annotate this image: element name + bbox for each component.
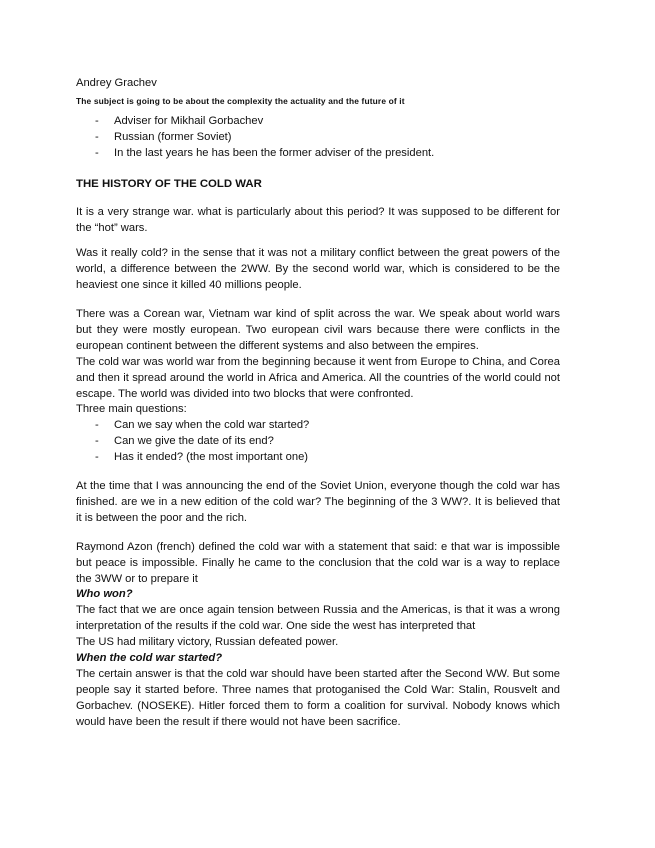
list-item	[76, 434, 560, 450]
list-item-text: Russian (former Soviet)	[114, 130, 232, 143]
who-won-heading: Who won?	[76, 588, 133, 601]
list-item-text: Adviser for Mikhail Gorbachev	[114, 114, 264, 127]
paragraph: The fact that we are once again tension between Russia and the Americas, is that it was a wrong interpretation of the results if the cold war. One side the west has interpreted that	[76, 604, 560, 633]
list-item	[76, 130, 560, 146]
section-title: THE HISTORY OF THE COLD WAR	[76, 177, 262, 190]
dash-bullet: -	[95, 419, 99, 432]
list-item	[76, 114, 560, 130]
document-subtitle: The subject is going to be about the complexity the actuality and the future of it	[76, 95, 405, 106]
dash-bullet: -	[95, 451, 99, 464]
paragraph: Was it really cold? in the sense that it was not a military conflict between the great powers of the world, a difference between the 2WW. By the second world war, which is considered to be the heaviest one since it killed 40 millions people.	[76, 247, 560, 292]
paragraph: The certain answer is that the cold war should have been started after the Second WW. But some people say it started before. Three names that protoganised the Cold War: Stalin, Rousvelt and Gorbachev. (NOSEKE). Hitler forced them to form a coalition for survival. Nobody knows which would have been the result if there would not have been sacrifice.	[76, 668, 560, 728]
paragraph: The US had military victory, Russian defeated power.	[76, 636, 339, 649]
list-item	[76, 418, 560, 434]
list-item	[76, 450, 560, 466]
questions-list	[76, 418, 560, 466]
list-item-text: In the last years he has been the former adviser of the president.	[114, 146, 435, 159]
paragraph: There was a Corean war, Vietnam war kind of split across the war. We speak about world wars but they were mostly european. Two european civil wars because there were conflicts in the european continent between the different systems and also between the empires.	[76, 307, 560, 352]
list-item-text: Can we say when the cold war started?	[114, 419, 310, 432]
paragraph: The cold war was world war from the beginning because it went from Europe to China, and Corea and then it spread around the world in Africa and America. All the countries of the world could not escape. The world was divided into two blocks that were confronted.	[76, 355, 560, 400]
list-item-text: Has it ended? (the most important one)	[114, 451, 309, 464]
dash-bullet: -	[95, 435, 99, 448]
list-item	[76, 146, 560, 162]
list-item-text: Can we give the date of its end?	[114, 435, 274, 448]
when-started-heading: When the cold war started?	[76, 652, 223, 665]
paragraph: Three main questions:	[76, 403, 187, 416]
paragraph: At the time that I was announcing the end of the Soviet Union, everyone though the cold war has finished. are we in a new edition of the cold war? The beginning of the 3 WW?. It is believed that it is between the poor and the rich.	[76, 480, 560, 524]
dash-bullet: -	[95, 114, 99, 127]
paragraph: Raymond Azon (french) defined the cold war with a statement that said: e that war is impossible but peace is impossible. Finally he came to the conclusion that the cold war is a way to replace the 3WW or to prepare it	[76, 540, 560, 585]
intro-bullet-list	[76, 114, 560, 162]
dash-bullet: -	[95, 146, 99, 159]
author-name: Andrey Grachev	[76, 77, 157, 89]
paragraph: It is a very strange war. what is particularly about this period? It was supposed to be different for the “hot” wars.	[76, 206, 560, 235]
dash-bullet: -	[95, 130, 99, 143]
